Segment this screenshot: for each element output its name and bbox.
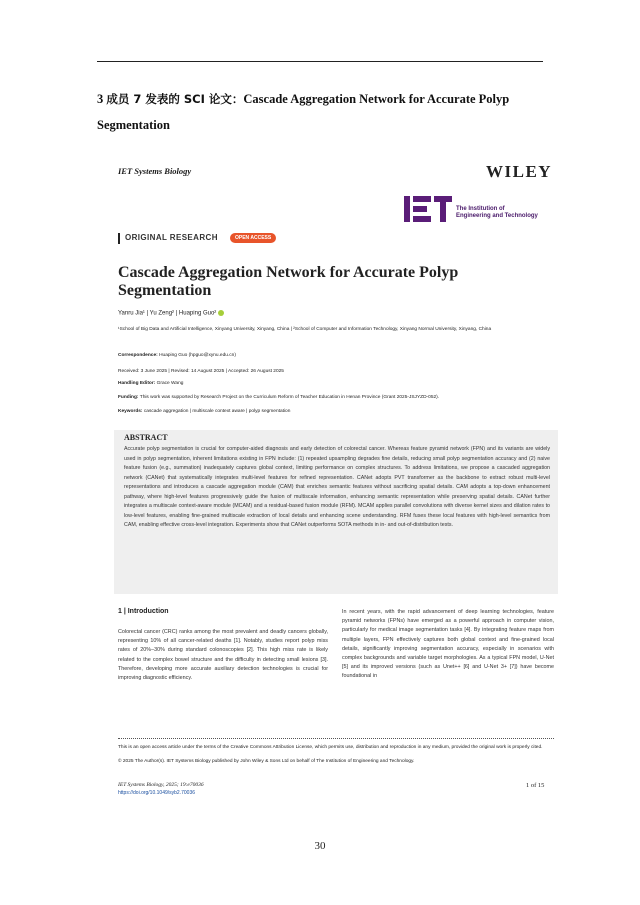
section-title-line1: Cascade Aggregation Network for Accurate Polyp [243, 92, 510, 106]
section-title-line2: Segmentation [97, 118, 170, 132]
correspondence-value[interactable]: Huaping Guo (hpguo@xynu.edu.cn) [159, 353, 236, 358]
intro-heading: 1 | Introduction [118, 608, 169, 615]
paper-title-line2: Segmentation [118, 282, 212, 299]
iet-name [456, 206, 538, 220]
dates-line: Received: 3 June 2025 | Revised: 14 August 2025 | Accepted: 26 August 2025 [118, 369, 284, 374]
section-number: 3 [97, 92, 104, 106]
abstract-text: Accurate polyp segmentation is crucial for computer-aided diagnosis and early detection of colorectal cancer. Whereas feature pyramid network (FPN) and its variants are widely used in polyp segmentation, inherent limitations existing in FPN include: (1) repeated upsampling degrades fine details, reducing small polyp segmentation accuracy and (2) naive feature fusion (e.g., summation) inadequately captures global context, limiting performance on complex structures. To address limitations, we propose a cascaded aggregation network (CANet) that systematically integrates multi-level features for refined representation. CANet adopts PVT transformer as the backbone to extract robust multi-level representations and introduces a cascade aggregation module (CAM) that enriches semantic features without sacrificing spatial details. CAM adopts a top-down enhancement pathway, where high-level features progressively guide the fusion of multiscale information, enhancing semantic representation while preserving spatial details. CANet further integrates a multiscale context-aware module (MCAM) and a residual-based fusion module (RFM). MCAM applies parallel convolutions with diverse kernel sizes and dilation rates to low-level features, enabling fine-grained multiscale extraction of local details and enhancing scene understanding. RFM fuses these local features with high-level semantics from CAM, enabling effective cross-level integration. Experiments show that CANet outperforms SOTA methods in in- and out-of-distribution tests. [124, 446, 550, 528]
keywords-value: cascade aggregation | multiscale context aware | polyp segmentation [143, 409, 291, 414]
wiley-logo: WILEY [486, 162, 553, 181]
intro-right-column: In recent years, with the rapid advancement of deep learning technologies, feature pyramid networks (FPNs) have emerged as a powerful approach in computer vision, particularly for medical image segmentation tasks [4]. By integrating feature maps from multiple layers, FPN effectively captures both global context and fine-grained local details, significantly improving segmentation accuracy, especially in scenarios with complex backgrounds and variable target morphologies. As a typical FPN model, U-Net [5] and its improved versions (such as Unet++ [6] and U-Net 3+ [7]) have become foundational in [342, 609, 554, 680]
funding-value: This work was supported by Research Project on the Curriculum Reform of Teacher Education in Henan Province (Grant 2025-JSJYZD-052). [139, 395, 440, 400]
correspondence [118, 352, 236, 359]
funding [118, 394, 439, 401]
editor-label: Handling Editor: [118, 381, 156, 386]
section-cjk-label: 成员 7 发表的 SCI 论文： [106, 92, 244, 106]
keywords-label: Keywords: [118, 409, 143, 414]
page-number: 30 [314, 840, 326, 852]
footer-doi-link[interactable]: https://doi.org/10.1049/syb2.70036 [118, 790, 196, 796]
page-of-count: 1 of 15 [526, 782, 545, 789]
license-note: This is an open access article under the terms of the Creative Commons Attribution License, which permits use, distribution and reproduction in any medium, provided the original work is properly cited. [118, 745, 543, 750]
iet-logo-icon [404, 196, 454, 222]
keywords [118, 408, 290, 415]
open-access-badge: OPEN ACCESS [230, 233, 276, 243]
iet-line2: Engineering and Technology [456, 213, 538, 219]
paper-title-line1: Cascade Aggregation Network for Accurate Polyp [118, 264, 459, 281]
footer-divider [118, 738, 554, 739]
intro-left-column: Colorectal cancer (CRC) ranks among the most prevalent and deadly cancers globally, representing 10% of all cancer-related deaths [1]. Notably, studies report polyp miss rates of 20%–30% during standard colonoscopies [2]. This high miss rate is likely related to the complex bowel structure and the difficulty in detecting small lesions [3]. Therefore, developing more accurate auxiliary detection technologies is crucial for improving diagnostic efficiency. [118, 629, 328, 682]
abstract-heading: ABSTRACT [124, 433, 168, 442]
paper-first-page [114, 160, 558, 805]
section-bar [118, 233, 120, 244]
authors-text: Yanru Jia¹ | Yu Zeng² | Huaping Guo² [118, 310, 217, 317]
editor-value: Grace Wang [156, 381, 184, 386]
affiliations: ¹School of Big Data and Artificial Intelligence, Xinyang University, Xinyang, China | ²School of Computer and Information Technology, Xinyang Normal University, Xinyang, China [118, 327, 492, 332]
footer-citation: IET Systems Biology, 2025; 19:e70036 [118, 782, 204, 788]
paper-title [118, 264, 518, 300]
handling-editor [118, 380, 183, 387]
top-rule [97, 61, 543, 62]
funding-label: Funding: [118, 395, 139, 400]
correspondence-label: Correspondence: [118, 353, 158, 358]
copyright-note: © 2025 The Author(s). IET Systems Biology published by John Wiley & Sons Ltd on behalf of The Institution of Engineering and Technology. [118, 759, 415, 764]
article-type-label: ORIGINAL RESEARCH [125, 233, 218, 242]
journal-name: IET Systems Biology [118, 166, 192, 176]
author-list [118, 310, 224, 317]
section-heading [97, 86, 567, 138]
iet-line1: The Institution of [456, 206, 505, 212]
orcid-icon[interactable] [218, 310, 224, 316]
